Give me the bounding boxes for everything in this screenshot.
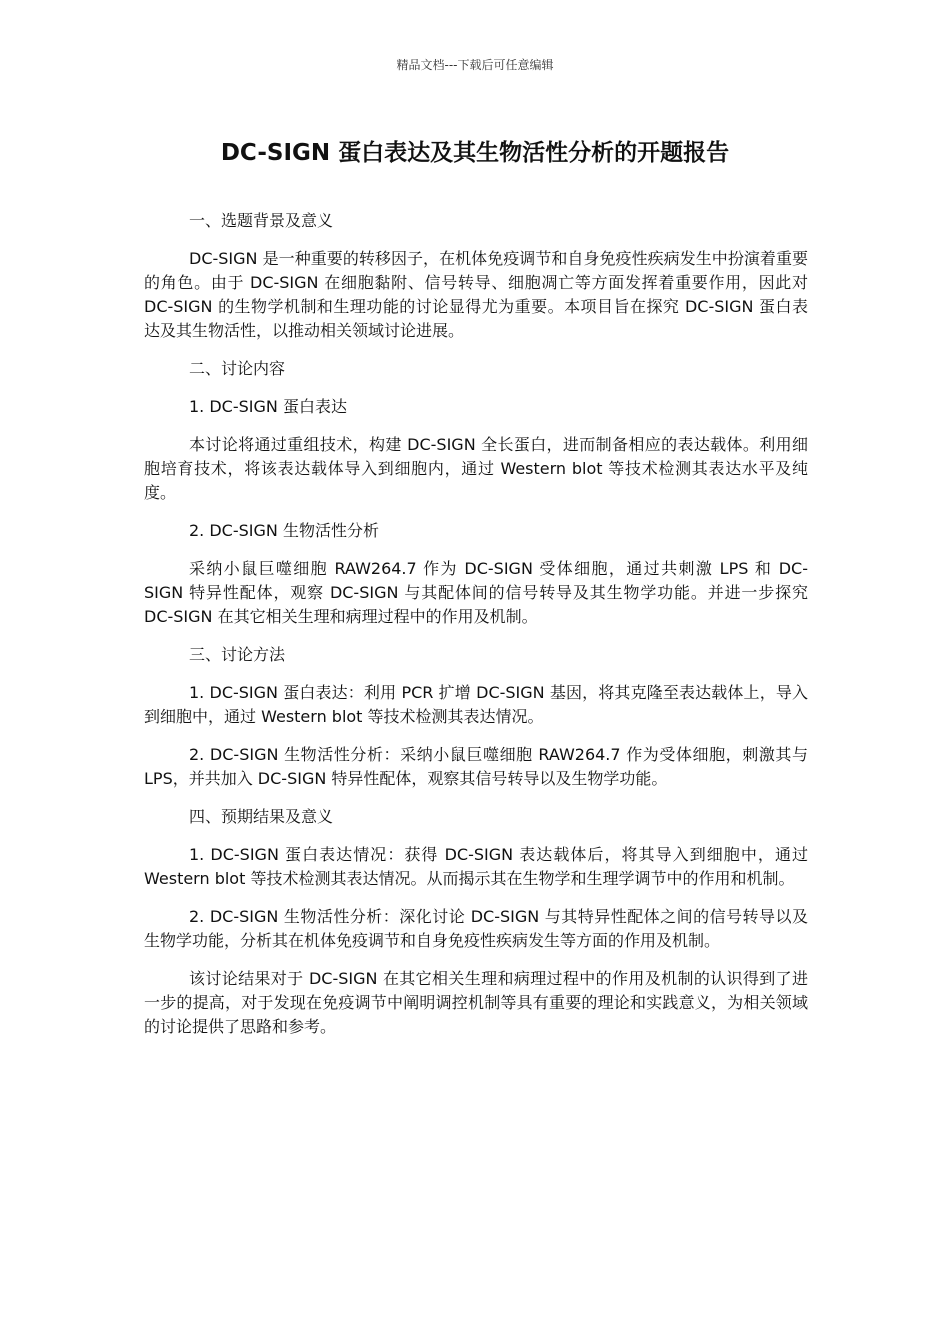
subheading-bioactivity: 2. DC-SIGN 生物活性分析 <box>189 521 379 540</box>
document-title: DC-SIGN 蛋白表达及其生物活性分析的开题报告 <box>220 140 730 166</box>
section-heading-background: 一、选题背景及意义 <box>189 211 334 230</box>
section-heading-expected-results: 四、预期结果及意义 <box>189 807 334 826</box>
paragraph-conclusion: 该讨论结果对于 DC-SIGN 在其它相关生理和病理过程中的作用及机制的认识得到了进一步的提高，对于发现在免疫调节中阐明调控机制等具有重要的理论和实践意义，为相关领域的讨论提供了思路和参考。 <box>144 969 808 1036</box>
paragraph-bioactivity: 采纳小鼠巨噬细胞 RAW264.7 作为 DC-SIGN 受体细胞，通过共刺激 LPS 和 DC-SIGN 特异性配体，观察 DC-SIGN 与其配体间的信号转导及其生物学功能。并进一步探究 DC-SIGN 在其它相关生理和病理过程中的作用及机制。 <box>144 559 808 626</box>
paragraph-background: DC-SIGN 是一种重要的转移因子，在机体免疫调节和自身免疫性疾病发生中扮演着重要的角色。由于 DC-SIGN 在细胞黏附、信号转导、细胞凋亡等方面发挥着重要作用，因此对 DC-SIGN 的生物学机制和生理功能的讨论显得尤为重要。本项目旨在探究 DC-SIGN 蛋白表达及其生物活性，以推动相关领域讨论进展。 <box>144 249 808 340</box>
paragraph-protein-expression: 本讨论将通过重组技术，构建 DC-SIGN 全长蛋白，进而制备相应的表达载体。利用细胞培育技术，将该表达载体导入到细胞内，通过 Western blot 等技术检测其表达水平及纯度。 <box>144 435 808 502</box>
paragraph-method-bioactivity: 2. DC-SIGN 生物活性分析：采纳小鼠巨噬细胞 RAW264.7 作为受体细胞，刺激其与 LPS，并共加入 DC-SIGN 特异性配体，观察其信号转导以及生物学功能。 <box>144 745 808 788</box>
section-heading-methods: 三、讨论方法 <box>189 645 286 664</box>
paragraph-result-bioactivity: 2. DC-SIGN 生物活性分析：深化讨论 DC-SIGN 与其特异性配体之间的信号转导以及生物学功能，分析其在机体免疫调节和自身免疫性疾病发生等方面的作用及机制。 <box>144 907 808 950</box>
page-header: 精品文档---下载后可任意编辑 <box>396 58 554 72</box>
paragraph-method-expression: 1. DC-SIGN 蛋白表达：利用 PCR 扩增 DC-SIGN 基因，将其克隆至表达载体上，导入到细胞中，通过 Western blot 等技术检测其表达情况。 <box>144 683 808 726</box>
subheading-protein-expression: 1. DC-SIGN 蛋白表达 <box>189 397 347 416</box>
document-body <box>144 209 808 1053</box>
paragraph-result-expression: 1. DC-SIGN 蛋白表达情况：获得 DC-SIGN 表达载体后，将其导入到细胞中，通过 Western blot 等技术检测其表达情况。从而揭示其在生物学和生理学调节中的作用和机制。 <box>144 845 808 888</box>
section-heading-content: 二、讨论内容 <box>189 359 286 378</box>
